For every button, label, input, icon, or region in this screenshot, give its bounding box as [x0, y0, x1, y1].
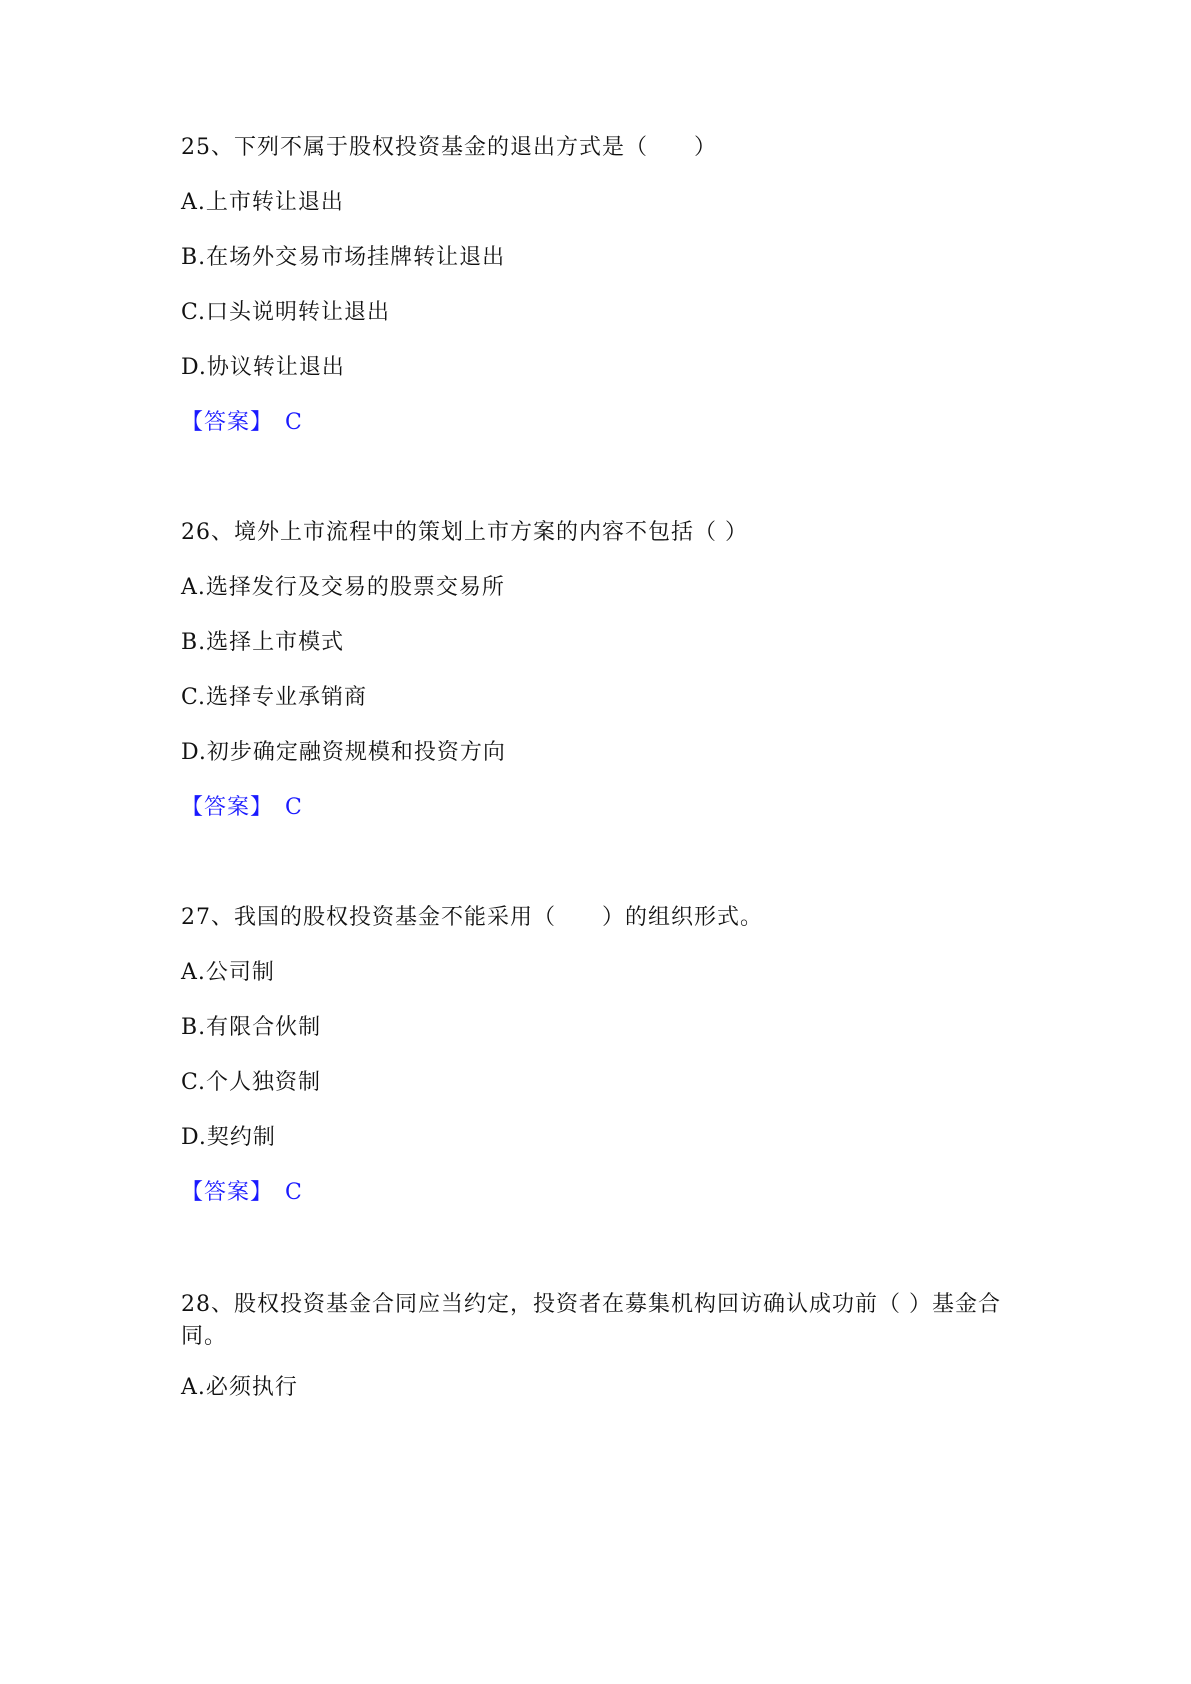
answer-label: 【答案】 [181, 795, 274, 820]
question-25-stem: 25、下列不属于股权投资基金的退出方式是（ ） [181, 135, 717, 160]
question-26-option-d: D.初步确定融资规模和投资方向 [181, 740, 506, 765]
question-27-stem: 27、我国的股权投资基金不能采用（ ）的组织形式。 [181, 905, 763, 930]
question-26-option-a: A.选择发行及交易的股票交易所 [181, 575, 505, 600]
question-25-option-c: C.口头说明转让退出 [181, 300, 391, 325]
question-26-option-c: C.选择专业承销商 [181, 685, 368, 710]
question-27-option-c: C.个人独资制 [181, 1070, 322, 1095]
answer-label: 【答案】 [181, 410, 274, 435]
answer-value: C [285, 1180, 303, 1205]
answer-label: 【答案】 [181, 1180, 274, 1205]
question-27-option-b: B.有限合伙制 [181, 1015, 322, 1040]
question-25-option-b: B.在场外交易市场挂牌转让退出 [181, 245, 506, 270]
question-25-option-a: A.上市转让退出 [181, 190, 344, 215]
answer-value: C [285, 795, 303, 820]
question-27-answer [181, 1178, 303, 1208]
question-27-option-a: A.公司制 [181, 960, 275, 985]
question-27-option-d: D.契约制 [181, 1125, 276, 1150]
question-25-answer [181, 408, 303, 438]
question-26-option-b: B.选择上市模式 [181, 630, 345, 655]
question-28-stem: 28、股权投资基金合同应当约定，投资者在募集机构回访确认成功前（ ）基金合同。 [181, 1292, 1001, 1349]
question-26-stem: 26、境外上市流程中的策划上市方案的内容不包括（ ） [181, 520, 748, 545]
question-26-answer [181, 793, 303, 823]
question-28-option-a: A.必须执行 [181, 1375, 298, 1400]
answer-value: C [285, 410, 303, 435]
question-25-option-d: D.协议转让退出 [181, 355, 345, 380]
